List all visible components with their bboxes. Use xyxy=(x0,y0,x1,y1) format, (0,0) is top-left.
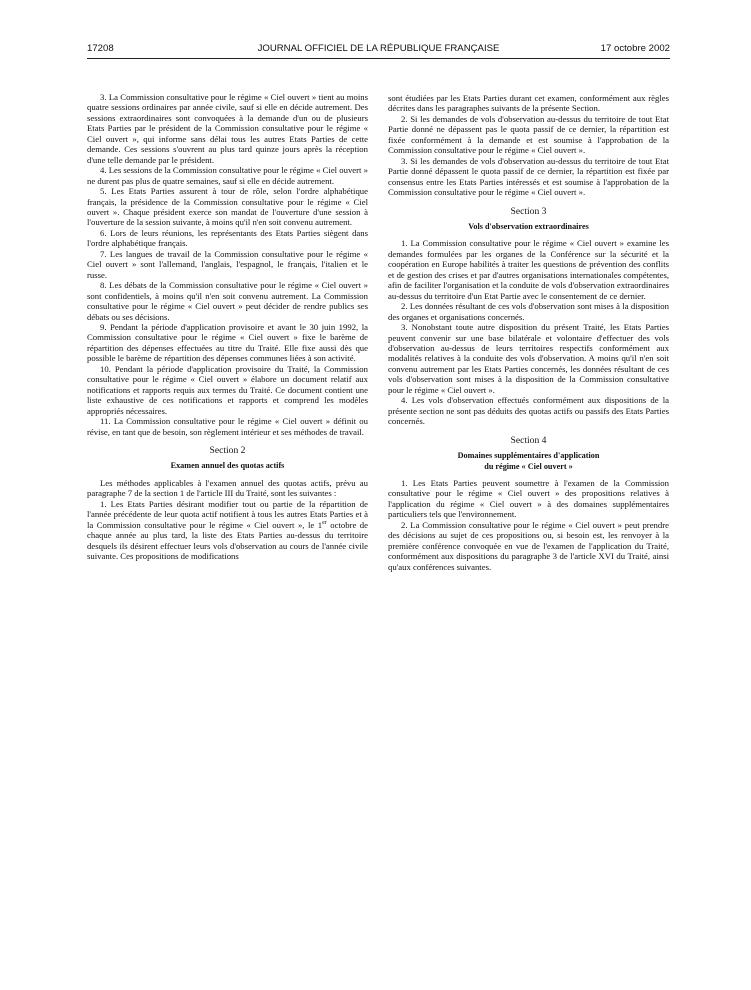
journal-title: JOURNAL OFFICIEL DE LA RÉPUBLIQUE FRANÇAISE xyxy=(257,43,500,54)
section-3-paragraph-4: 4. Les vols d'observation effectués conformément aux dispositions de la présente section ne sont pas déduits des quotas actifs ou passifs des Etats Parties concernés. xyxy=(388,395,669,427)
section-2-paragraph-3: 3. Si les demandes de vols d'observation au-dessus du territoire de tout Etat Partie donné dépassent le quota passif de ce dernier, la répartition est fixée par consensus entre les Etats Parties intéressés et est soumise à l'approbation de la Commission consultative pour le régime « Ciel ouvert ». xyxy=(388,155,669,198)
section-2-paragraph-1 xyxy=(87,499,368,562)
paragraph-11: 11. La Commission consultative pour le régime « Ciel ouvert » définit ou révise, en tant que de besoin, son règlement intérieur et ses méthodes de travail. xyxy=(87,416,368,437)
section-4-heading: Section 4 xyxy=(510,434,547,446)
issue-date: 17 octobre 2002 xyxy=(600,43,670,54)
section-3-paragraph-3: 3. Nonobstant toute autre disposition du présent Traité, les Etats Parties peuvent convenir sur une base bilatérale et volontaire d'effectuer des vols d'observation au-dessus de leurs territoires respectifs conformément aux modalités relatives à la conduite des vols d'observation. A moins qu'il n'en soit convenu autrement par les Etats Parties concernés, les données résultant de ces vols d'observation sont mises à la disposition de la Commission consultative pour le régime « Ciel ouvert ». xyxy=(388,322,669,395)
section-3-heading: Section 3 xyxy=(510,205,547,217)
continued-paragraph: sont étudiées par les Etats Parties durant cet examen, conformément aux règles décrites dans les paragraphes suivants de la présente Section. xyxy=(388,93,669,114)
s2-p1-text-a: 1. Les Etats Parties désirant modifier tout ou partie de la répartition de l'année précédente de leur quota actif notifient à tous les autres Etats Parties et à la Commission consultative pour le régime « Ciel ouvert », le 1 xyxy=(87,498,368,530)
paragraph-3: 3. La Commission consultative pour le régime « Ciel ouvert » tient au moins quatre sessions ordinaires par année civile, sauf si elle en décide autrement. Des sessions extraordinaires sont convoquées à la demande d'un ou de plusieurs Etats Parties par le président de la Commission consultative pour le régime « Ciel ouvert », qui informe sans délai tous les autres Etats Parties de cette demande. Ces sessions s'ouvrent au plus tard quinze jours après la réception d'une telle demande par le président. xyxy=(87,92,368,165)
s2-p1-text-b: octobre de chaque année au plus tard, la liste des Etats Parties au-dessus du territoire desquels ils désirent effectuer leurs vols d'observation au cours de l'année civile suivante. Ces propositions de modifications xyxy=(87,519,369,562)
right-column xyxy=(388,93,669,572)
paragraph-9: 9. Pendant la période d'application provisoire et avant le 30 juin 1992, la Commission consultative pour le régime « Ciel ouvert » fixe le barème de répartition des dépenses effectuées au titre du Traité. Elle fixe aussi dès que possible le barème de répartition des dépenses communes liées à son activité. xyxy=(87,321,368,364)
paragraph-10: 10. Pendant la période d'application provisoire du Traité, la Commission consultative pour le régime « Ciel ouvert » élabore un document relatif aux notifications et rapports requis aux termes du Traité. Ce document contient une liste exhaustive de ces notifications et rapports et comprend les modèles appropriés nécessaires. xyxy=(87,363,368,416)
page-number: 17208 xyxy=(87,43,114,54)
section-3-title: Vols d'observation extraordinaires xyxy=(468,221,589,231)
left-column xyxy=(87,92,368,561)
paragraph-7: 7. Les langues de travail de la Commission consultative pour le régime « Ciel ouvert » sont l'allemand, l'anglais, l'espagnol, le français, l'italien et le russe. xyxy=(87,248,368,280)
paragraph-5: 5. Les Etats Parties assurent à tour de rôle, selon l'ordre alphabétique français, la présidence de la Commission consultative pour le régime « Ciel ouvert ». Chaque président exerce son mandat de l'ouverture d'une session à l'ouverture de la session suivante, à moins qu'il n'en soit convenu autrement. xyxy=(87,186,368,228)
section-2-paragraph-2: 2. Si les demandes de vols d'observation au-dessus du territoire de tout Etat Partie donné ne dépassent pas le quota passif de ce dernier, la répartition est fixée conformément à la demande et est soumise à l'approbation de la Commission consultative pour le régime « Ciel ouvert ». xyxy=(388,113,669,156)
section-4-title-line-1: Domaines supplémentaires d'application xyxy=(457,451,600,461)
section-4-paragraph-1: 1. Les Etats Parties peuvent soumettre à l'examen de la Commission consultative pour le régime « Ciel ouvert » des propositions relatives à l'application du régime « Ciel ouvert » à des domaines supplémentaires particuliers tels que l'environnement. xyxy=(388,477,669,520)
section-2-title: Examen annuel des quotas actifs xyxy=(170,461,285,471)
paragraph-8: 8. Les débats de la Commission consultative pour le régime « Ciel ouvert » sont confidentiels, à moins qu'il n'en soit convenu autrement. La Commission consultative pour le régime « Ciel ouvert » peut décider de rendre publics ses débats ou ses décisions. xyxy=(87,280,368,322)
s2-p1-superscript: er xyxy=(322,519,327,526)
section-2-intro: Les méthodes applicables à l'examen annuel des quotas actifs, prévu au paragraphe 7 de la section 1 de l'article III du Traité, sont les suivantes : xyxy=(87,477,368,499)
section-3-paragraph-1: 1. La Commission consultative pour le régime « Ciel ouvert » examine les demandes formulées par les organes de la Conférence sur la sécurité et la coopération en Europe habilités à traiter les questions de prévention des conflits et de gestion des crises et par d'autres organisations internationales compétentes, afin de faciliter l'organisation et la conduite de vols d'observation extraordinaires au-dessus du territoire d'un Etat Partie avec le consentement de ce dernier. xyxy=(388,238,669,301)
section-4-paragraph-2: 2. La Commission consultative pour le régime « Ciel ouvert » peut prendre des décisions au sujet de ces propositions ou, si besoin est, les renvoyer à la première conférence convoquée en vue de l'examen de l'application du Traité, conformément aux dispositions du paragraphe 3 de l'article XVI du Traité, ainsi qu'aux conférences suivantes. xyxy=(388,519,669,572)
paragraph-4: 4. Les sessions de la Commission consultative pour le régime « Ciel ouvert » ne durent pas plus de quatre semaines, sauf si elle en décide autrement. xyxy=(87,165,368,186)
header-rule xyxy=(87,58,670,59)
section-2-heading: Section 2 xyxy=(209,444,246,456)
section-4-title-line-2: du régime « Ciel ouvert » xyxy=(484,461,573,471)
page-header xyxy=(87,43,670,57)
paragraph-6: 6. Lors de leurs réunions, les représentants des Etats Parties siègent dans l'ordre alphabétique français. xyxy=(87,227,368,249)
section-3-paragraph-2: 2. Les données résultant de ces vols d'observation sont mises à la disposition des organes et organisations concernés. xyxy=(388,301,669,322)
